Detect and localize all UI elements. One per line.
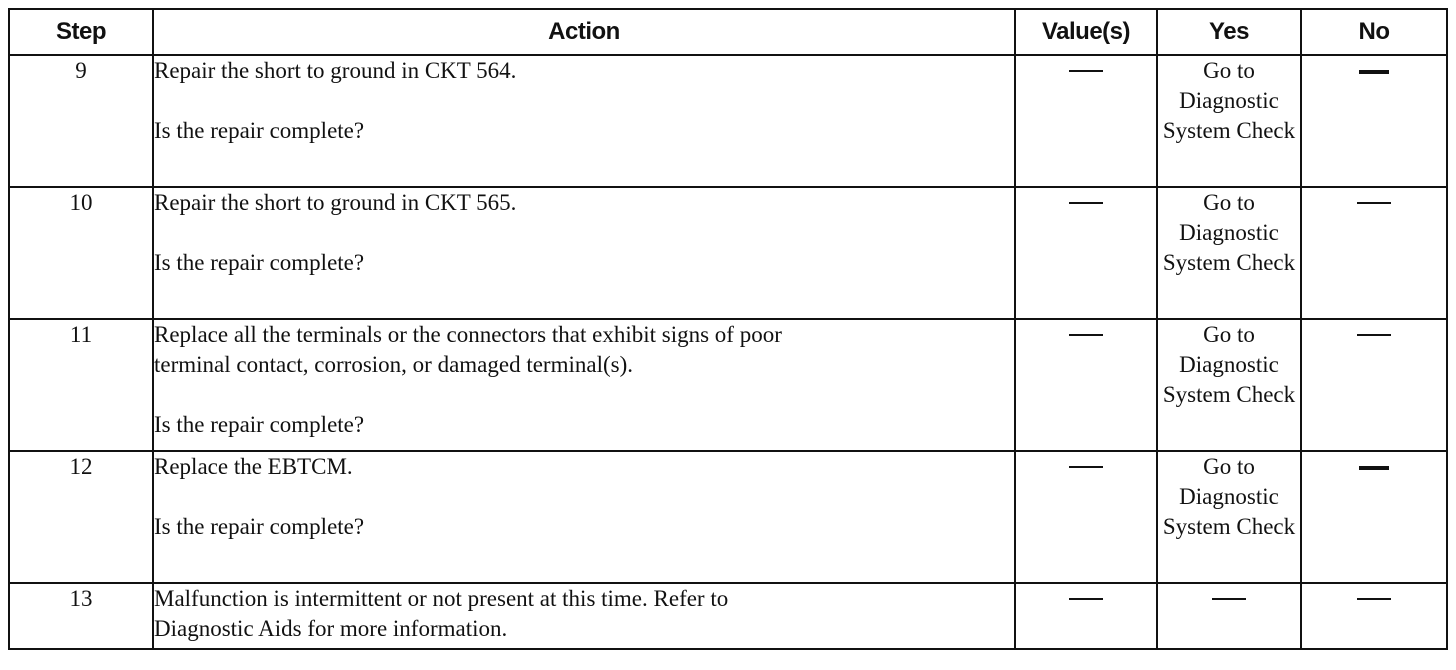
no-cell <box>1301 187 1447 319</box>
action-question: Is the repair complete? <box>154 412 365 437</box>
no-cell <box>1301 583 1447 649</box>
action-cell <box>153 319 1015 451</box>
table-row <box>9 583 1447 649</box>
table-row <box>9 319 1447 451</box>
step-number: 10 <box>9 187 153 319</box>
dash-mark <box>1212 598 1246 600</box>
dash-mark <box>1359 70 1389 74</box>
action-cell <box>153 187 1015 319</box>
header-no: No <box>1301 9 1447 55</box>
dash-mark <box>1069 598 1103 600</box>
header-yes: Yes <box>1157 9 1301 55</box>
action-text: Replace the EBTCM. <box>154 454 353 479</box>
action-text-continued: terminal contact, corrosion, or damaged terminal(s). <box>154 352 633 377</box>
header-action: Action <box>153 9 1015 55</box>
action-text: Replace all the terminals or the connectors that exhibit signs of poor <box>154 322 782 347</box>
header-step: Step <box>9 9 153 55</box>
dash-mark <box>1069 334 1103 336</box>
action-text: Malfunction is intermittent or not present at this time. Refer to <box>154 586 729 611</box>
value-cell <box>1015 55 1157 187</box>
yes-cell <box>1157 583 1301 649</box>
header-values: Value(s) <box>1015 9 1157 55</box>
dash-mark <box>1359 466 1389 470</box>
value-cell <box>1015 187 1157 319</box>
no-cell <box>1301 55 1447 187</box>
no-cell <box>1301 451 1447 583</box>
action-text: Repair the short to ground in CKT 564. <box>154 58 517 83</box>
value-cell <box>1015 451 1157 583</box>
no-cell <box>1301 319 1447 451</box>
dash-mark <box>1069 466 1103 468</box>
step-number: 12 <box>9 451 153 583</box>
action-text-continued: Diagnostic Aids for more information. <box>154 616 508 641</box>
action-question: Is the repair complete? <box>154 514 365 539</box>
action-question: Is the repair complete? <box>154 250 365 275</box>
action-text: Repair the short to ground in CKT 565. <box>154 190 517 215</box>
step-number: 11 <box>9 319 153 451</box>
yes-cell: Go to Diagnostic System Check <box>1157 55 1301 187</box>
table-row <box>9 451 1447 583</box>
table-row <box>9 187 1447 319</box>
value-cell <box>1015 583 1157 649</box>
action-question: Is the repair complete? <box>154 118 365 143</box>
dash-mark <box>1357 334 1391 336</box>
yes-cell: Go to Diagnostic System Check <box>1157 187 1301 319</box>
table-row <box>9 55 1447 187</box>
dash-mark <box>1357 598 1391 600</box>
yes-cell: Go to Diagnostic System Check <box>1157 319 1301 451</box>
dash-mark <box>1357 202 1391 204</box>
step-number: 13 <box>9 583 153 649</box>
yes-cell: Go to Diagnostic System Check <box>1157 451 1301 583</box>
action-cell <box>153 451 1015 583</box>
header-row <box>9 9 1447 55</box>
step-number: 9 <box>9 55 153 187</box>
dash-mark <box>1069 202 1103 204</box>
action-cell <box>153 55 1015 187</box>
action-cell <box>153 583 1015 649</box>
diagnostic-table <box>8 8 1448 650</box>
dash-mark <box>1069 70 1103 72</box>
value-cell <box>1015 319 1157 451</box>
